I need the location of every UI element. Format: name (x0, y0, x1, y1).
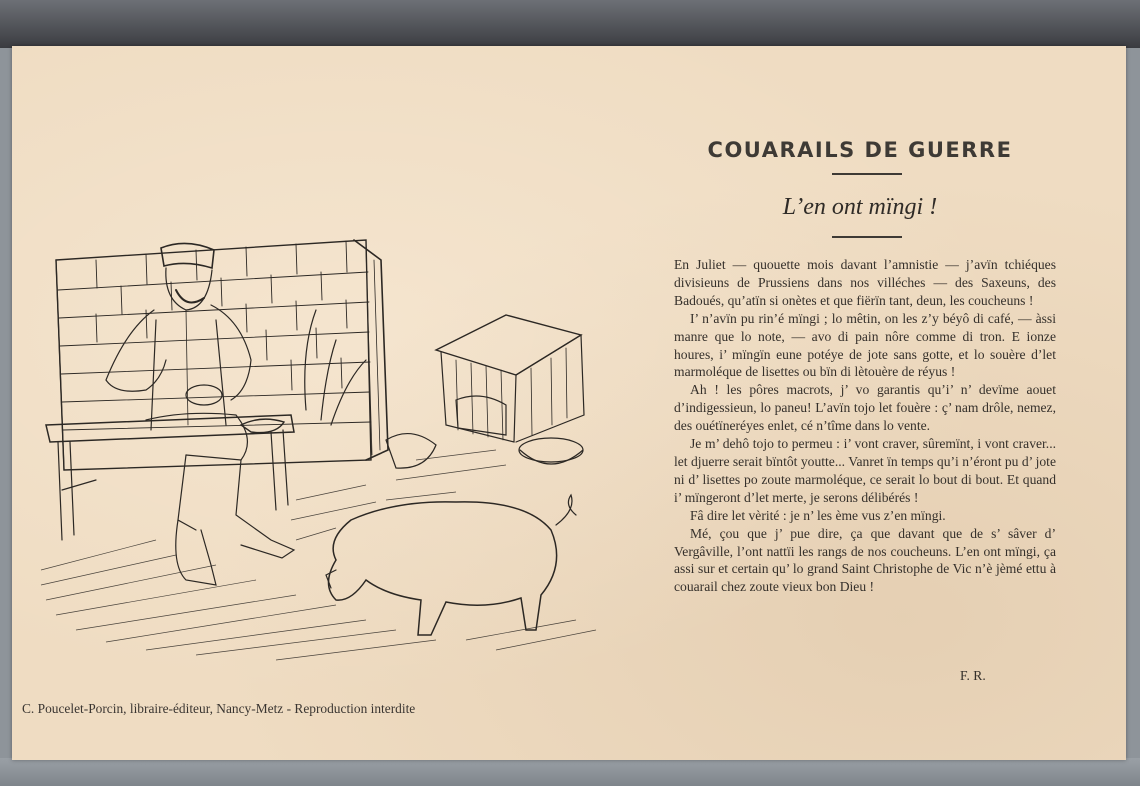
author-signature: F. R. (960, 668, 986, 683)
paragraph: Ah ! les pôres macrots, j’ vo garantis qu’i’ n’ devïme aouet d’indigessieun, lo paneu! L’avïn tojo let fouère : ç’ nam drôle, nemez, des ouétïneréyes enlet, cé n’tîme dans lo vente. (674, 382, 1056, 434)
subtitle-divider (832, 236, 902, 238)
paragraph: Je m’ dehô tojo to permeu : i’ vont craver, sûremïnt, i vont craver... let djuerre serait bïntôt youtte... Vanret ïn temps qu’i n’éront pu d’ jote ni d’ lisettes po zoute marmoléque, ce serait lo bout di bout. Et quand i’ mïngeront d’let merte, je serons délibérés ! (674, 436, 1056, 505)
paragraph: I’ n’avïn pu rin’é mïngi ; lo mêtin, on les z’y béyô di café, — àssi manre que lo note, — avo di pain nôre comme di tron. E ionze houres, i’ mïngïn eune potéye de jote sans gotte, et lo souère d’let marmoléque de lisettes ou bïn di lètouère de réyus ! (674, 310, 1056, 380)
scanner-edge-bottom (0, 758, 1140, 786)
paragraph: Fâ dire let vèrité : je n’ les ème vus z’en mïngi. (690, 507, 946, 523)
paragraph: En Juliet — quouette mois davant l’amnistie — j’avïn tchiéques divisieuns de Prussiens dans nos villéches — des Saxeuns, des Badoués, qu’atïn si onètes et que fiërïn tant, deun, les coucheuns ! (674, 257, 1056, 308)
story-title: L’en ont mïngi ! (782, 194, 938, 220)
title-divider (832, 173, 902, 175)
illustration-soldier-and-pig (36, 210, 611, 670)
publisher-credit: C. Poucelet-Porcin, libraire-éditeur, Nancy-Metz - Reproduction interdite (22, 701, 416, 716)
paragraph: Mé, çou que j’ pue dire, ça que davant que de s’ sâver d’ Vergâville, l’ont nattïi les rangs de nos coucheuns. L’en ont mïngi, ça assi sur et certain qu’ lo grand Saint Christophe de Vic n’è jèmé ettu à couarail chez zoute vieux bon Dieu ! (674, 525, 1056, 595)
scanner-edge-top (0, 0, 1140, 48)
page-title: COUARAILS DE GUERRE (707, 138, 1013, 162)
story-text (674, 256, 1056, 596)
